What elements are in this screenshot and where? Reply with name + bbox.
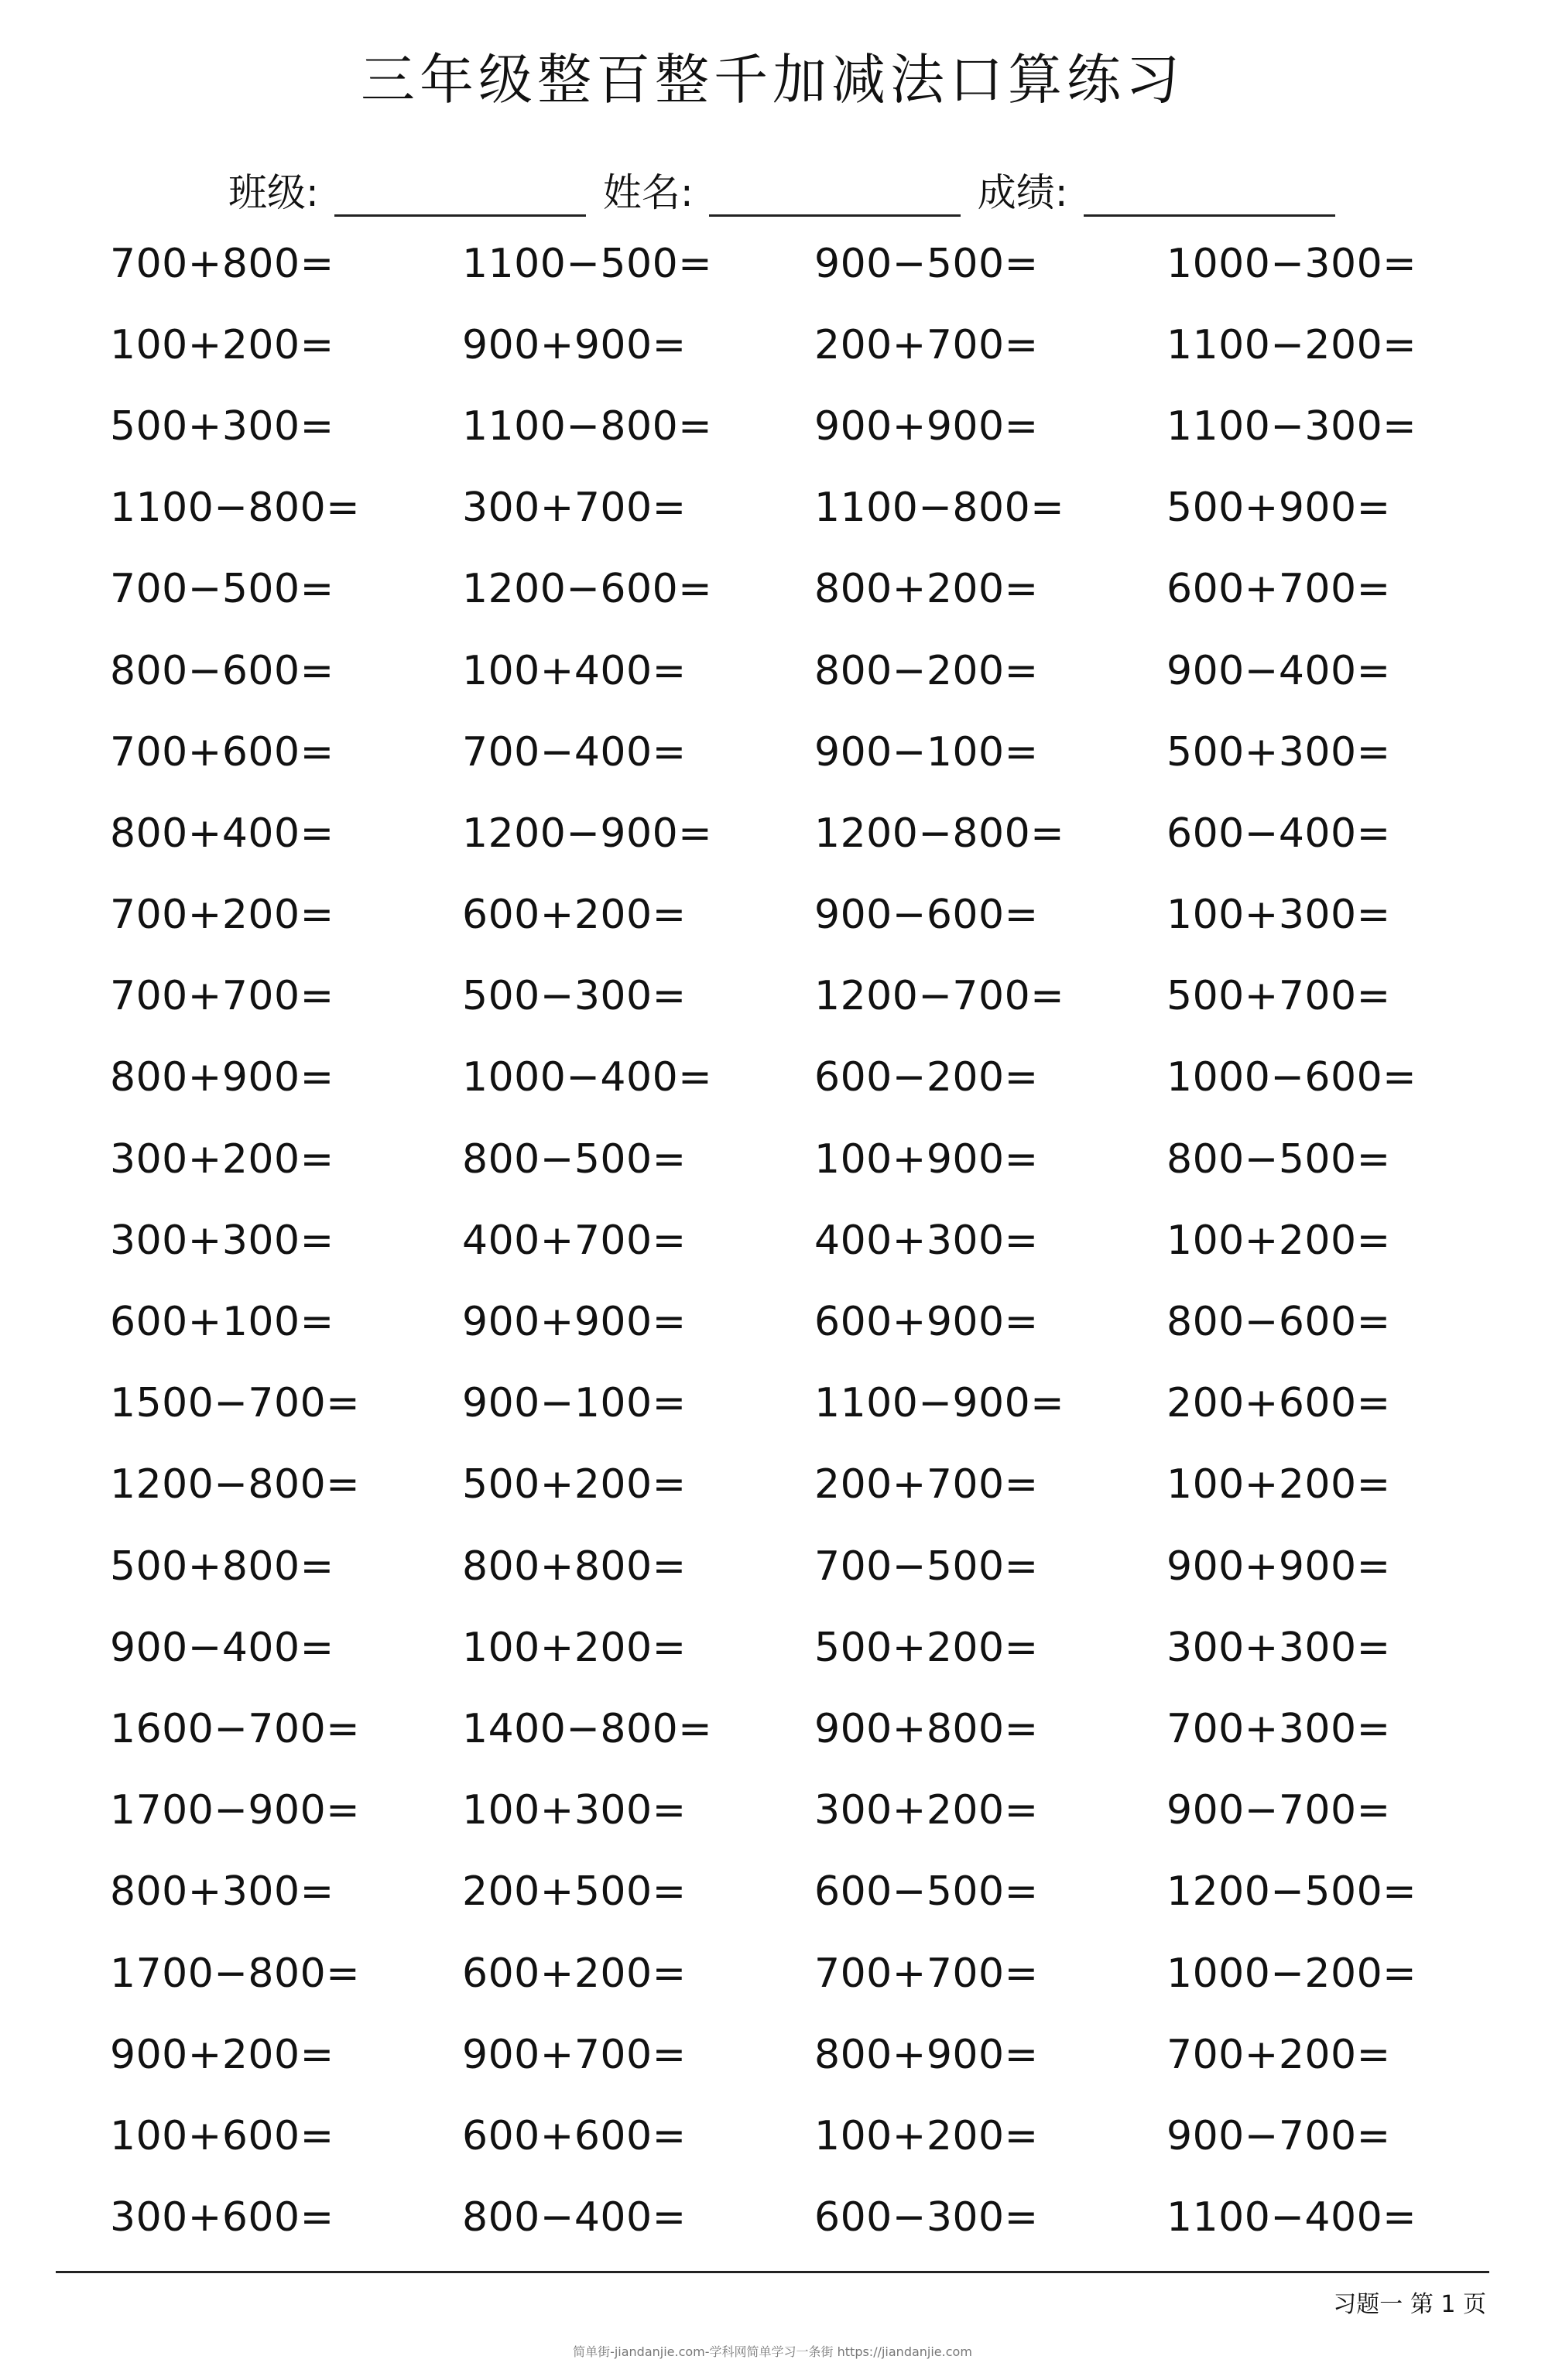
problem-grid [110,223,1519,2258]
problem-item: 1700−900= [110,1787,361,1834]
problem-item: 500−300= [462,973,687,1020]
problem-item: 1200−700= [814,973,1065,1020]
problem-item: 900+900= [814,402,1039,450]
problem-item: 1200−900= [462,810,713,857]
problem-item: 1000−300= [1166,240,1417,287]
problem-item: 1500−700= [110,1380,361,1427]
problem-item: 200+700= [814,1461,1039,1508]
problem-item: 300+600= [110,2194,334,2241]
problem-item: 500+300= [1166,728,1391,776]
problem-item: 500+900= [1166,485,1391,532]
problem-item: 100+900= [814,1135,1039,1183]
problem-item: 100+400= [462,647,687,694]
problem-item: 600+600= [462,2112,687,2159]
problem-item: 900+900= [1166,1543,1391,1590]
problem-item: 800−200= [814,647,1039,694]
problem-item: 900−400= [110,1624,334,1671]
problem-item: 900+900= [462,321,687,368]
problem-row [110,793,1519,874]
problem-row [110,385,1519,467]
problem-item: 300+700= [462,485,687,532]
problem-item: 600+200= [462,1950,687,1997]
problem-item: 1100−400= [1166,2194,1417,2241]
problem-item: 900−600= [814,892,1039,939]
class-blank-line[interactable] [334,174,586,217]
problem-item: 400+300= [814,1217,1039,1264]
problem-item: 1100−300= [1166,402,1417,450]
problem-item: 700+600= [110,728,334,776]
problem-item: 1100−800= [110,485,361,532]
problem-item: 700+200= [1166,2031,1391,2078]
problem-item: 700+200= [110,892,334,939]
problem-item: 900+700= [462,2031,687,2078]
problem-row [110,467,1519,549]
problem-row [110,875,1519,956]
problem-item: 1100−900= [814,1380,1065,1427]
problem-item: 900+800= [814,1705,1039,1752]
name-blank-line[interactable] [709,174,961,217]
problem-item: 200+500= [462,1868,687,1916]
problem-item: 100+200= [1166,1461,1391,1508]
problem-row [110,1933,1519,2014]
problem-row [110,1607,1519,1688]
problem-row [110,223,1519,304]
problem-item: 900−700= [1166,2112,1391,2159]
problem-item: 900−100= [814,728,1039,776]
problem-item: 700+300= [1166,1705,1391,1752]
problem-item: 800+400= [110,810,334,857]
problem-item: 800−500= [1166,1135,1391,1183]
problem-item: 700+800= [110,240,334,287]
class-field [228,169,586,217]
watermark-text: 简单街-jiandanjie.com-学科网简单学习一条街 https://jiandanjie.com [573,2344,972,2359]
problem-item: 400+700= [462,1217,687,1264]
problem-item: 800+900= [110,1054,334,1101]
problem-item: 900+200= [110,2031,334,2078]
problem-row [110,1526,1519,1607]
problem-item: 500+200= [462,1461,687,1508]
student-info-fields [228,163,1352,217]
problem-row [110,1200,1519,1281]
problem-row [110,1281,1519,1362]
problem-row [110,1851,1519,1933]
problem-item: 900−400= [1166,647,1391,694]
problem-item: 1200−800= [110,1461,361,1508]
problem-item: 600+100= [110,1299,334,1346]
problem-item: 900−700= [1166,1787,1391,1834]
problem-item: 100+600= [110,2112,334,2159]
problem-item: 300+300= [110,1217,334,1264]
problem-item: 1100−500= [462,240,713,287]
problem-item: 1100−800= [462,402,713,450]
problem-item: 900−100= [462,1380,687,1427]
problem-item: 500+200= [814,1624,1039,1671]
problem-row [110,1444,1519,1526]
problem-row [110,1688,1519,1769]
problem-row [110,956,1519,1037]
problem-item: 700+700= [110,973,334,1020]
problem-item: 600+700= [1166,566,1391,613]
problem-item: 300+300= [1166,1624,1391,1671]
problem-item: 100+200= [462,1624,687,1671]
problem-item: 600−300= [814,2194,1039,2241]
problem-item: 100+200= [110,321,334,368]
problem-item: 1400−800= [462,1705,713,1752]
problem-item: 800+300= [110,1868,334,1916]
name-label: 姓名: [602,170,694,215]
problem-item: 1600−700= [110,1705,361,1752]
problem-item: 700−500= [110,566,334,613]
problem-item: 600+900= [814,1299,1039,1346]
footer-divider [56,2271,1489,2273]
problem-row [110,549,1519,630]
problem-item: 1100−800= [814,485,1065,532]
problem-item: 200+600= [1166,1380,1391,1427]
problem-item: 1700−800= [110,1950,361,1997]
problem-item: 100+300= [1166,892,1391,939]
problem-item: 1200−500= [1166,1868,1417,1916]
problem-row [110,2014,1519,2095]
problem-item: 800−500= [462,1135,687,1183]
problem-row [110,1118,1519,1200]
problem-item: 800+200= [814,566,1039,613]
problem-item: 1000−200= [1166,1950,1417,1997]
problem-item: 800+900= [814,2031,1039,2078]
problem-item: 200+700= [814,321,1039,368]
score-field [978,169,1335,217]
problem-item: 700−400= [462,728,687,776]
problem-item: 700−500= [814,1543,1039,1590]
problem-row [110,711,1519,793]
problem-item: 1200−600= [462,566,713,613]
problem-item: 600−400= [1166,810,1391,857]
problem-item: 100+200= [1166,1217,1391,1264]
problem-item: 700+700= [814,1950,1039,1997]
problem-item: 600−200= [814,1054,1039,1101]
problem-item: 1100−200= [1166,321,1417,368]
page-number: 习题一 第 1 页 [1333,2291,1486,2318]
problem-row [110,630,1519,711]
problem-row [110,1770,1519,1851]
problem-item: 800−600= [110,647,334,694]
problem-item: 600−500= [814,1868,1039,1916]
problem-item: 1200−800= [814,810,1065,857]
problem-item: 600+200= [462,892,687,939]
problem-item: 800−400= [462,2194,687,2241]
problem-item: 500+800= [110,1543,334,1590]
score-blank-line[interactable] [1084,174,1335,217]
problem-item: 1000−600= [1166,1054,1417,1101]
class-label: 班级: [228,170,319,215]
name-field [603,169,961,217]
problem-row [110,304,1519,385]
problem-item: 500+300= [110,402,334,450]
problem-item: 800+800= [462,1543,687,1590]
problem-item: 300+200= [814,1787,1039,1834]
problem-item: 300+200= [110,1135,334,1183]
problem-row [110,2095,1519,2176]
problem-item: 100+300= [462,1787,687,1834]
page-title: 三年级整百整千加减法口算练习 [361,48,1184,111]
problem-item: 1000−400= [462,1054,713,1101]
problem-row [110,1363,1519,1444]
problem-item: 900−500= [814,240,1039,287]
problem-item: 100+200= [814,2112,1039,2159]
problem-item: 800−600= [1166,1299,1391,1346]
problem-item: 900+900= [462,1299,687,1346]
problem-row [110,1037,1519,1118]
problem-item: 500+700= [1166,973,1391,1020]
problem-row [110,2177,1519,2258]
score-label: 成绩: [977,170,1068,215]
